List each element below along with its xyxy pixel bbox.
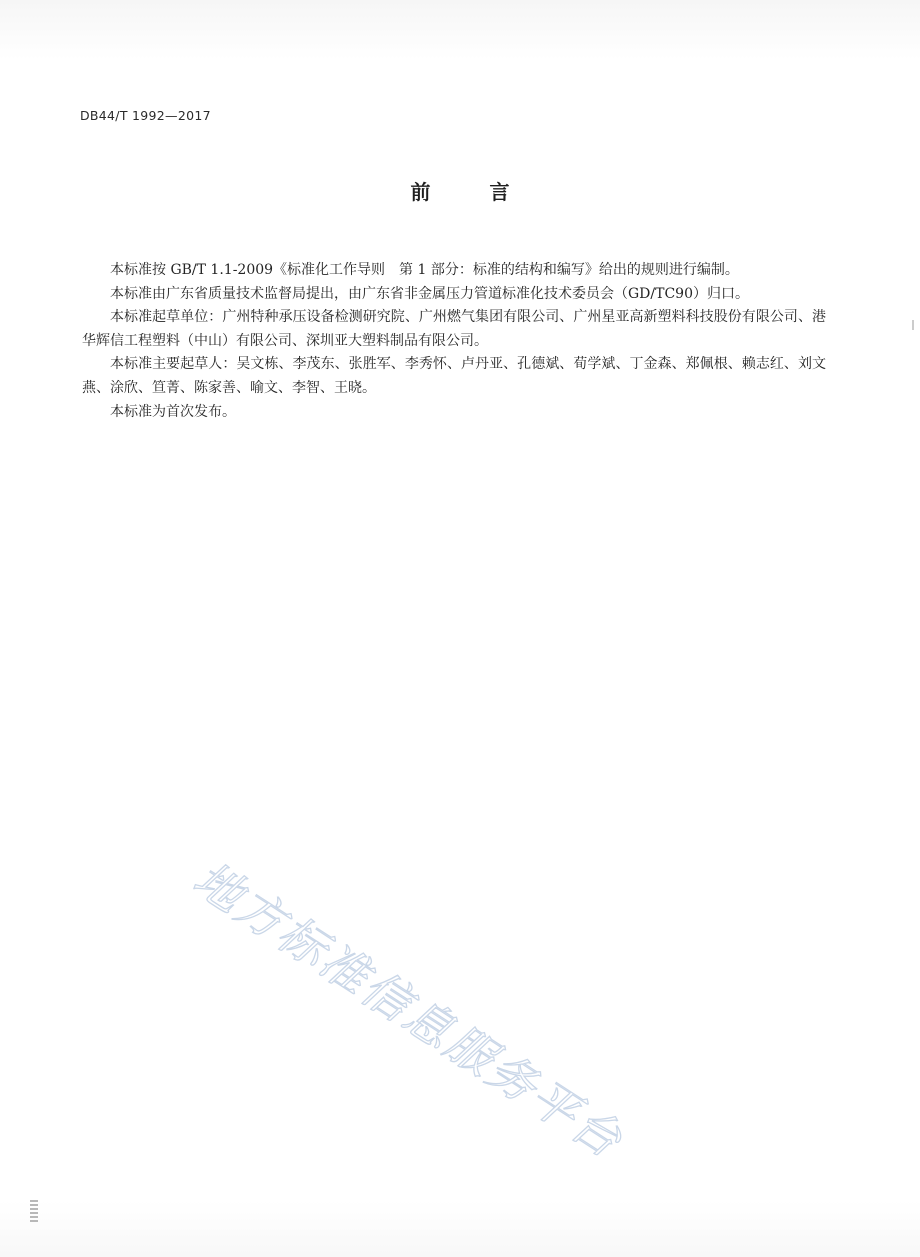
paragraph-drafting-rules: 本标准按 GB/T 1.1-2009《标准化工作导则 第 1 部分：标准的结构和编写》给出的规则进行编制。 [110, 262, 739, 278]
paragraph-drafting-units: 本标准起草单位：广州特种承压设备检测研究院、广州燃气集团有限公司、广州星亚高新塑料科技股份有限公司、港华辉信工程塑料（中山）有限公司、深圳亚大塑料制品有限公司。 [82, 309, 826, 349]
watermark: 地方标准信息服务平台 [183, 851, 633, 1170]
paragraph-first-release: 本标准为首次发布。 [110, 403, 236, 420]
scan-artifact [30, 1200, 38, 1222]
edge-artifact [912, 320, 914, 330]
document-code: DB44/T 1992—2017 [80, 108, 211, 123]
paragraph-proposer: 本标准由广东省质量技术监督局提出，由广东省非金属压力管道标准化技术委员会（GD/TC90）归口。 [110, 285, 749, 302]
paragraph-drafters: 本标准主要起草人：吴文栋、李茂东、张胜军、李秀怀、卢丹亚、孔德斌、荀学斌、丁金森、郑佩根、赖志红、刘文燕、涂欣、笪菁、陈家善、喻文、李智、王晓。 [82, 356, 826, 396]
section-title: 前 言 [410, 180, 536, 204]
foreword-body [82, 259, 826, 424]
